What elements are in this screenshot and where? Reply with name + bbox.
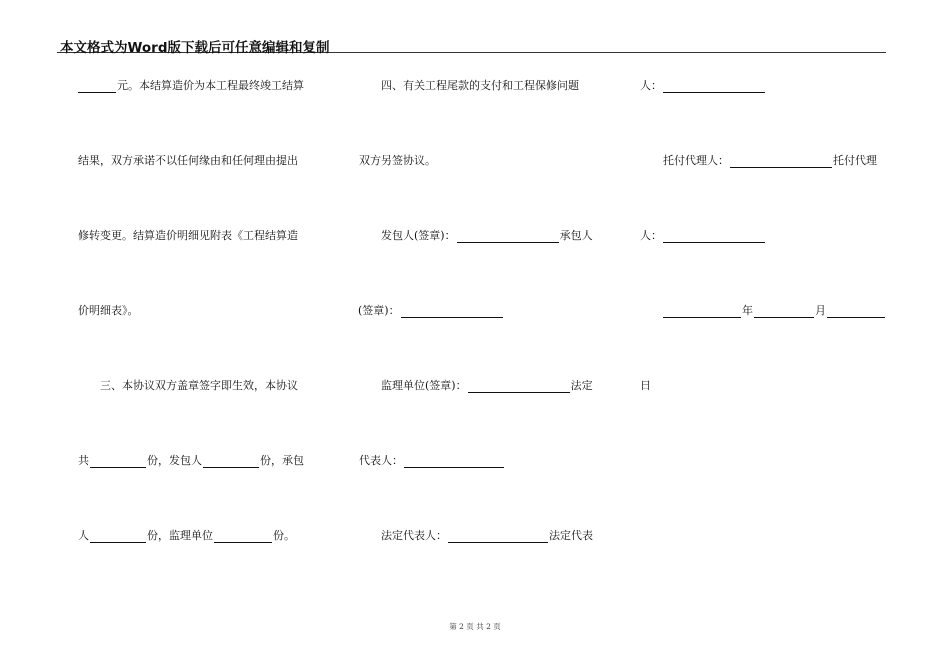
col2-text: 法定 bbox=[570, 379, 593, 392]
col1-line-6 bbox=[78, 454, 304, 468]
col2-text: 法定代表人： bbox=[381, 529, 447, 542]
col1-line-7 bbox=[78, 529, 295, 543]
col1-line-5 bbox=[100, 379, 298, 393]
col1-text: 人 bbox=[78, 529, 89, 542]
col3-line-2 bbox=[663, 154, 877, 168]
col3-text: 年 bbox=[742, 304, 753, 317]
col2-line-6 bbox=[359, 454, 505, 468]
fill-blank bbox=[754, 306, 814, 318]
col2-line-5 bbox=[381, 379, 593, 393]
col1-text: 份，监理单位 bbox=[147, 529, 213, 542]
col1-line-2 bbox=[78, 154, 298, 168]
fill-blank bbox=[214, 531, 272, 543]
fill-blank bbox=[663, 306, 741, 318]
fill-blank bbox=[203, 456, 259, 468]
col2-text: (签章)： bbox=[358, 304, 400, 317]
col2-text: 发包人(签章)： bbox=[381, 229, 456, 242]
page-footer: 第 2 页 共 2 页 bbox=[449, 622, 501, 631]
col3-text: 人： bbox=[640, 79, 662, 92]
col3-text: 日 bbox=[640, 379, 651, 392]
fill-blank bbox=[827, 306, 885, 318]
col1-text: 价明细表》。 bbox=[78, 304, 139, 317]
col1-line-4 bbox=[78, 304, 139, 318]
col2-text: 监理单位(签章)： bbox=[381, 379, 467, 392]
col1-text: 元。本结算造价为本工程最终竣工结算 bbox=[117, 79, 304, 92]
col3-text: 托付代理人： bbox=[663, 154, 729, 167]
col2-text: 承包人 bbox=[559, 229, 593, 242]
col2-line-4 bbox=[358, 304, 504, 318]
col2-text: 双方另签协议。 bbox=[359, 154, 436, 167]
col2-line-3 bbox=[381, 229, 593, 243]
col1-text: 份，承包 bbox=[260, 454, 304, 467]
col3-line-1 bbox=[640, 79, 766, 93]
col3-line-5 bbox=[640, 379, 651, 393]
col1-line-1 bbox=[78, 79, 304, 93]
col3-line-3 bbox=[640, 229, 766, 243]
fill-blank bbox=[78, 81, 116, 93]
fill-blank bbox=[663, 81, 765, 93]
col2-line-2 bbox=[359, 154, 436, 168]
col3-line-4 bbox=[663, 304, 886, 318]
col1-text: 共 bbox=[78, 454, 89, 467]
col2-text: 四、有关工程尾款的支付和工程保修问题 bbox=[381, 79, 579, 92]
fill-blank bbox=[663, 231, 765, 243]
col2-text: 法定代表 bbox=[549, 529, 593, 542]
col1-text: 结果，双方承诺不以任何缘由和任何理由提出 bbox=[78, 154, 298, 167]
col2-text: 代表人： bbox=[359, 454, 403, 467]
col1-line-3 bbox=[78, 229, 298, 243]
fill-blank bbox=[401, 306, 503, 318]
col1-text: 修转变更。结算造价明细见附表《工程结算造 bbox=[78, 229, 298, 242]
fill-blank bbox=[468, 381, 570, 393]
fill-blank bbox=[730, 156, 832, 168]
col2-line-1 bbox=[381, 79, 579, 93]
col3-text: 月 bbox=[815, 304, 826, 317]
col1-text: 份。 bbox=[273, 529, 295, 542]
fill-blank bbox=[457, 231, 559, 243]
col1-text: 三、本协议双方盖章签字即生效，本协议 bbox=[100, 379, 298, 392]
fill-blank bbox=[448, 531, 548, 543]
col3-text: 托付代理 bbox=[833, 154, 877, 167]
col2-line-7 bbox=[381, 529, 593, 543]
col1-text: 份，发包人 bbox=[147, 454, 202, 467]
fill-blank bbox=[90, 531, 146, 543]
col3-text: 人： bbox=[640, 229, 662, 242]
page-header bbox=[57, 34, 886, 56]
fill-blank bbox=[404, 456, 504, 468]
header-title: 本文格式为Word版下载后可任意编辑和复制 bbox=[60, 40, 330, 56]
fill-blank bbox=[90, 456, 146, 468]
